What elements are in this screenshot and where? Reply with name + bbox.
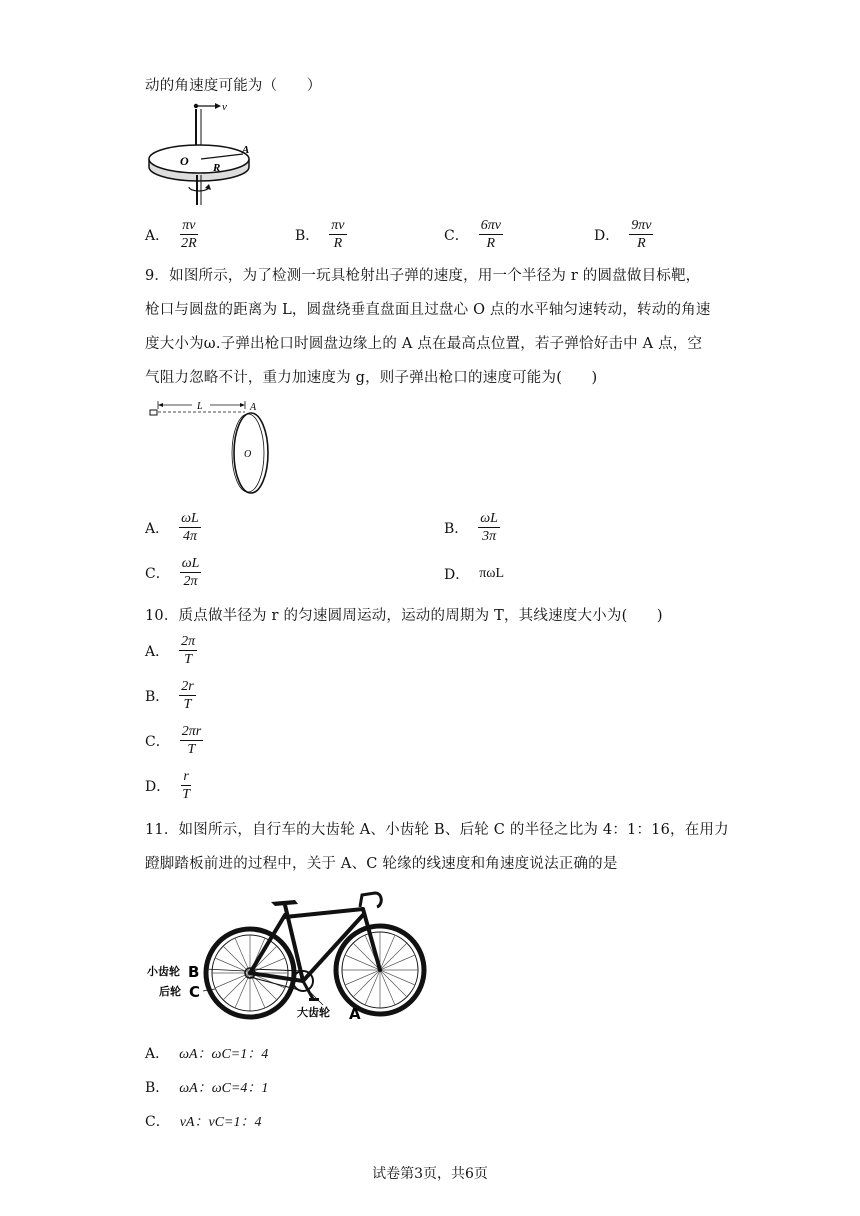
q8-disk-figure	[145, 97, 260, 210]
page-footer: 试卷第3页，共6页	[372, 1166, 488, 1182]
q9-line-1: 9．如图所示，为了检测一玩具枪射出子弹的速度，用一个半径为 r 的圆盘做目标靶，	[145, 268, 701, 284]
q9-option-d[interactable]: D． πωL	[444, 566, 505, 583]
svg-text:B: B	[188, 963, 200, 981]
q10-option-b[interactable]: B． $\frac{2r}{T}$	[145, 679, 194, 712]
q8-stem-tail: 动的角速度可能为（ ）	[145, 78, 322, 94]
q9-option-b[interactable]: B． $\frac{\omega L}{3\pi}$	[444, 511, 498, 544]
q8-option-a[interactable]: A． $\frac{\pi v}{2R}$	[145, 218, 197, 251]
q8-option-c[interactable]: C． $\frac{6\pi v}{R}$	[444, 218, 501, 251]
q10-option-d[interactable]: D． $\frac{r}{T}$	[145, 769, 191, 802]
q11-option-c[interactable]: C． vA：vC=1：4	[145, 1114, 262, 1130]
q10-option-c[interactable]: C． $\frac{2\pi r}{T}$	[145, 724, 202, 757]
svg-text:R: R	[213, 162, 221, 174]
q11-option-a[interactable]: A． ωA：ωC=1：4	[145, 1046, 269, 1062]
q9-option-a[interactable]: A． $\frac{\omega L}{4\pi}$	[145, 511, 199, 544]
q9-line-3: 度大小为ω.子弹出枪口时圆盘边缘上的 A 点在最高点位置，若子弹恰好击中 A 点，空	[145, 336, 703, 352]
svg-text:后轮: 后轮	[159, 985, 181, 998]
q10-stem: 10．质点做半径为 r 的匀速圆周运动，运动的周期为 T，其线速度大小为( )	[145, 608, 663, 624]
q8-option-b[interactable]: B． $\frac{\pi v}{R}$	[295, 218, 345, 251]
q10-option-a[interactable]: A． $\frac{2\pi}{T}$	[145, 634, 196, 667]
svg-text:小齿轮: 小齿轮	[147, 965, 180, 978]
svg-text:C: C	[189, 983, 201, 1001]
svg-text:O: O	[244, 449, 252, 460]
q11-option-b[interactable]: B． ωA：ωC=4：1	[145, 1080, 269, 1096]
q9-target-disk-figure	[148, 398, 273, 496]
q9-line-4: 气阻力忽略不计，重力加速度为 g，则子弹出枪口的速度可能为( )	[145, 370, 598, 386]
q8-option-d[interactable]: D． $\frac{9\pi v}{R}$	[594, 218, 652, 251]
svg-text:v: v	[222, 101, 227, 113]
q9-option-c[interactable]: C． $\frac{\omega L}{2\pi}$	[145, 556, 200, 589]
q9-line-2: 枪口与圆盘的距离为 L，圆盘绕垂直盘面且过盘心 O 点的水平轴匀速转动，转动的角速	[145, 302, 711, 318]
svg-text:A: A	[250, 402, 257, 413]
svg-text:A: A	[242, 144, 250, 156]
svg-text:O: O	[180, 154, 189, 168]
q11-line-1: 11．如图所示，自行车的大齿轮 A、小齿轮 B、后轮 C 的半径之比为 4：1：16，在用力	[145, 822, 729, 838]
q11-bicycle-figure	[145, 885, 435, 1020]
svg-text:大齿轮: 大齿轮	[297, 1006, 330, 1019]
q11-line-2: 蹬脚踏板前进的过程中，关于 A、C 轮缘的线速度和角速度说法正确的是	[145, 856, 618, 872]
svg-text:L: L	[197, 401, 203, 412]
svg-text:A: A	[349, 1005, 361, 1020]
